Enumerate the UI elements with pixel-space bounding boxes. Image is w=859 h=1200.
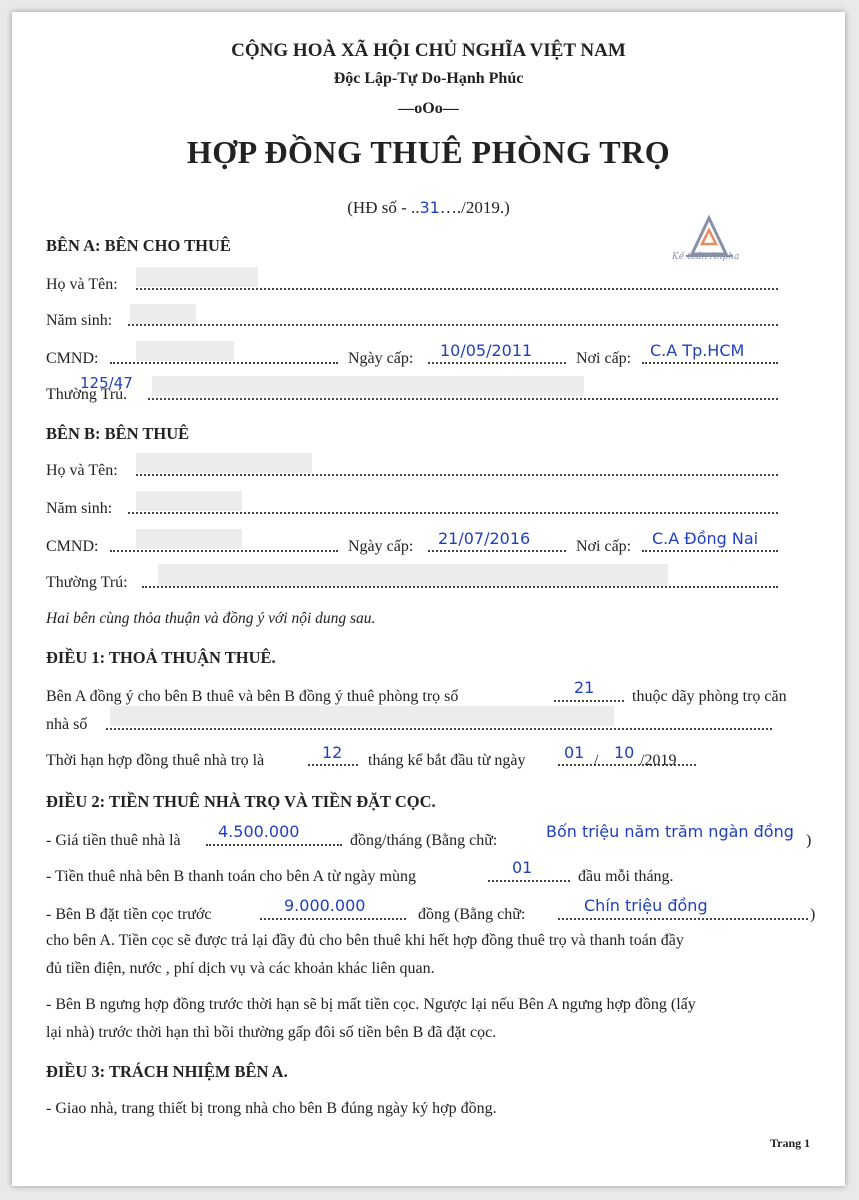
party-b-address-redacted — [158, 564, 668, 586]
term-months: 12 — [322, 743, 343, 762]
deposit-value: 9.000.000 — [284, 896, 366, 915]
party-a-issue-date-label: Ngày cấp: — [348, 350, 414, 367]
article3-item1: - Giao nhà, trang thiết bị trong nhà cho bên B đúng ngày ký hợp đồng. — [46, 1100, 497, 1117]
party-b-issue-date: 21/07/2016 — [438, 529, 531, 548]
national-title: CỘNG HOÀ XÃ HỘI CHỦ NGHĨA VIỆT NAM — [231, 40, 626, 61]
party-b-id-line — [110, 550, 338, 552]
party-b-heading: BÊN B: BÊN THUÊ — [46, 424, 190, 443]
penalty-line1: - Bên B ngưng hợp đồng trước thời hạn sẽ bị mất tiền cọc. Ngược lại nếu Bên A ngưng hợp đồng (lấy — [46, 996, 696, 1013]
party-a-birth-redacted — [130, 304, 196, 324]
deposit-words: Chín triệu đồng — [584, 896, 708, 915]
party-a-name-line — [136, 288, 778, 290]
house-no-line — [106, 728, 772, 730]
start-year: /2019 — [640, 752, 677, 769]
deposit-words-line — [558, 918, 808, 920]
party-b-issue-date-label: Ngày cấp: — [348, 538, 414, 555]
document-page: CỘNG HOÀ XÃ HỘI CHỦ NGHĨA VIỆT NAM Độc Lập-Tự Do-Hạnh Phúc —oOo— HỢP ĐỒNG THUÊ PHÒNG TRỌ (HĐ số - ..31…./2019.) Kế toán Anpha BÊN A: BÊN CHO THUÊ Họ và Tên: Năm sinh: CMND: Ngày cấp: 10/05/2011 Nơi cấp: C.A Tp.HCM Thường Trú. 125/47 BÊN B: BÊN THUÊ Họ và Tên: Năm sinh: CMND: Ngày cấp: 21/07/2016 Nơi cấp: C.A Đồng Nai Thường Trú: Hai bên cùng thỏa thuận và đồng ý với nội dung sau. ĐIỀU 1: THOẢ THUẬN THUÊ. Bên A đồng ý cho bên B thuê và bên B đồng ý thuê phòng trọ số 21 thuộc dãy phòng trọ căn nhà số Thời hạn hợp đồng thuê nhà trọ là 12 tháng kể bắt đầu từ ngày 01 / 10 /2019 ĐIỀU 2: TIỀN THUÊ NHÀ TRỌ VÀ TIỀN ĐẶT CỌC. - Giá tiền thuê nhà là 4.500.000 đồng/tháng (Bằng chữ: Bốn triệu năm trăm ngàn đồng ) - Tiền thuê nhà bên B thanh toán cho bên A từ ngày mùng 01 đầu mỗi tháng. - Bên B đặt tiền cọc trước 9.000.000 đồng (Bằng chữ: Chín triệu đồng ) cho bên A. Tiền cọc sẽ được trả lại đầy đủ cho bên thuê khi hết hợp đồng thuê trọ và thanh toán đầy đủ tiền điện, nước , phí dịch vụ và các khoản khác liên quan. - Bên B ngưng hợp đồng trước thời hạn sẽ bị mất tiền cọc. Ngược lại nếu Bên A ngưng hợp đồng (lấy lại nhà) trước thời hạn thì bồi thường gấp đôi số tiền bên B đã đặt cọc. ĐIỀU 3: TRÁCH NHIỆM BÊN A. - Giao nhà, trang thiết bị trong nhà cho bên B đúng ngày ký hợp đồng. Trang 1 — [12, 12, 845, 1186]
contract-title: HỢP ĐỒNG THUÊ PHÒNG TRỌ — [186, 134, 671, 170]
party-b-birth-redacted — [136, 491, 242, 511]
party-b-issue-place: C.A Đồng Nai — [652, 529, 759, 548]
term-mid: tháng kể bắt đầu từ ngày — [368, 752, 526, 769]
room-no: 21 — [574, 678, 595, 697]
deposit-line3: đủ tiền điện, nước , phí dịch vụ và các khoản khác liên quan. — [46, 960, 435, 977]
party-a-issue-date-line — [428, 362, 566, 364]
party-a-name-label: Họ và Tên: — [46, 276, 118, 293]
motto: Độc Lập-Tự Do-Hạnh Phúc — [333, 70, 524, 87]
party-b-issue-place-label: Nơi cấp: — [576, 538, 632, 555]
article2-heading: ĐIỀU 2: TIỀN THUÊ NHÀ TRỌ VÀ TIỀN ĐẶT CỌC. — [46, 792, 436, 811]
party-b-address-label: Thường Trú: — [46, 574, 128, 591]
party-b-id-redacted — [136, 529, 242, 549]
deposit-unit: đồng (Bằng chữ: — [418, 906, 526, 923]
party-b-birth-label: Năm sinh: — [46, 500, 113, 517]
party-a-name-redacted — [136, 267, 258, 287]
party-b-address-line — [142, 586, 778, 588]
article3-heading: ĐIỀU 3: TRÁCH NHIỆM BÊN A. — [46, 1062, 288, 1081]
rent-value: 4.500.000 — [218, 822, 300, 841]
party-a-address-value: 125/47 — [80, 374, 133, 392]
party-a-issue-date: 10/05/2011 — [440, 341, 533, 360]
pay-text: - Tiền thuê nhà bên B thanh toán cho bên A từ ngày mùng — [46, 868, 416, 885]
party-a-birth-label: Năm sinh: — [46, 312, 113, 329]
rent-line — [206, 844, 342, 846]
rent-words: Bốn triệu năm trăm ngàn đồng — [546, 822, 794, 841]
party-b-name-line — [136, 474, 778, 476]
rent-unit: đồng/tháng (Bằng chữ: — [350, 832, 498, 849]
pay-day: 01 — [512, 858, 533, 877]
rent-label: - Giá tiền thuê nhà là — [46, 832, 181, 849]
deposit-line2: cho bên A. Tiền cọc sẽ được trả lại đầy đủ cho bên thuê khi hết hợp đồng thuê trọ và thanh toán đầy — [46, 932, 684, 949]
party-b-id-label: CMND: — [46, 538, 99, 555]
article1-line1-tail: thuộc dãy phòng trọ căn — [632, 688, 787, 705]
start-month: 10 — [614, 743, 635, 762]
party-a-issue-place-line — [642, 362, 778, 364]
party-b-name-label: Họ và Tên: — [46, 462, 118, 479]
article1-line2: nhà số — [46, 716, 88, 733]
party-b-issue-place-line — [642, 550, 778, 552]
party-a-issue-place-label: Nơi cấp: — [576, 350, 632, 367]
house-no-redacted — [110, 706, 614, 726]
term-text: Thời hạn hợp đồng thuê nhà trọ là — [46, 752, 265, 769]
contract-number-value: 31 — [419, 198, 440, 217]
party-a-address-redacted — [152, 376, 584, 396]
pay-day-line — [488, 880, 570, 882]
party-a-id-line — [110, 362, 338, 364]
penalty-line2: lại nhà) trước thời hạn thì bồi thường gấp đôi số tiền bên B đã đặt cọc. — [46, 1024, 497, 1041]
article1-heading: ĐIỀU 1: THOẢ THUẬN THUÊ. — [46, 648, 276, 667]
deposit-line — [260, 918, 406, 920]
agreement-intro: Hai bên cùng thỏa thuận và đồng ý với nội dung sau. — [46, 610, 376, 627]
party-a-id-label: CMND: — [46, 350, 99, 367]
rent-close: ) — [806, 832, 812, 849]
logo-text: Kế toán Anpha — [672, 252, 740, 262]
deposit-label: - Bên B đặt tiền cọc trước — [46, 906, 212, 923]
party-a-heading: BÊN A: BÊN CHO THUÊ — [46, 236, 231, 255]
deposit-close: ) — [810, 906, 816, 923]
article1-line1: Bên A đồng ý cho bên B thuê và bên B đồng ý thuê phòng trọ số — [46, 688, 459, 705]
party-a-issue-place: C.A Tp.HCM — [650, 341, 745, 360]
room-no-line — [554, 700, 624, 702]
party-a-id-redacted — [136, 341, 234, 361]
term-line — [308, 764, 358, 766]
party-b-birth-line — [128, 512, 778, 514]
start-day: 01 — [564, 743, 585, 762]
party-a-address-label: Thường Trú. — [46, 386, 128, 403]
party-b-name-redacted — [136, 453, 312, 473]
party-a-birth-line — [128, 324, 778, 326]
party-b-issue-date-line — [428, 550, 566, 552]
contract-number: (HĐ số - ..31…./2019.) — [347, 198, 510, 217]
page-number: Trang 1 — [770, 1136, 811, 1150]
separator: —oOo— — [398, 100, 459, 117]
pay-tail: đầu mỗi tháng. — [578, 868, 674, 885]
party-a-address-line — [148, 398, 778, 400]
